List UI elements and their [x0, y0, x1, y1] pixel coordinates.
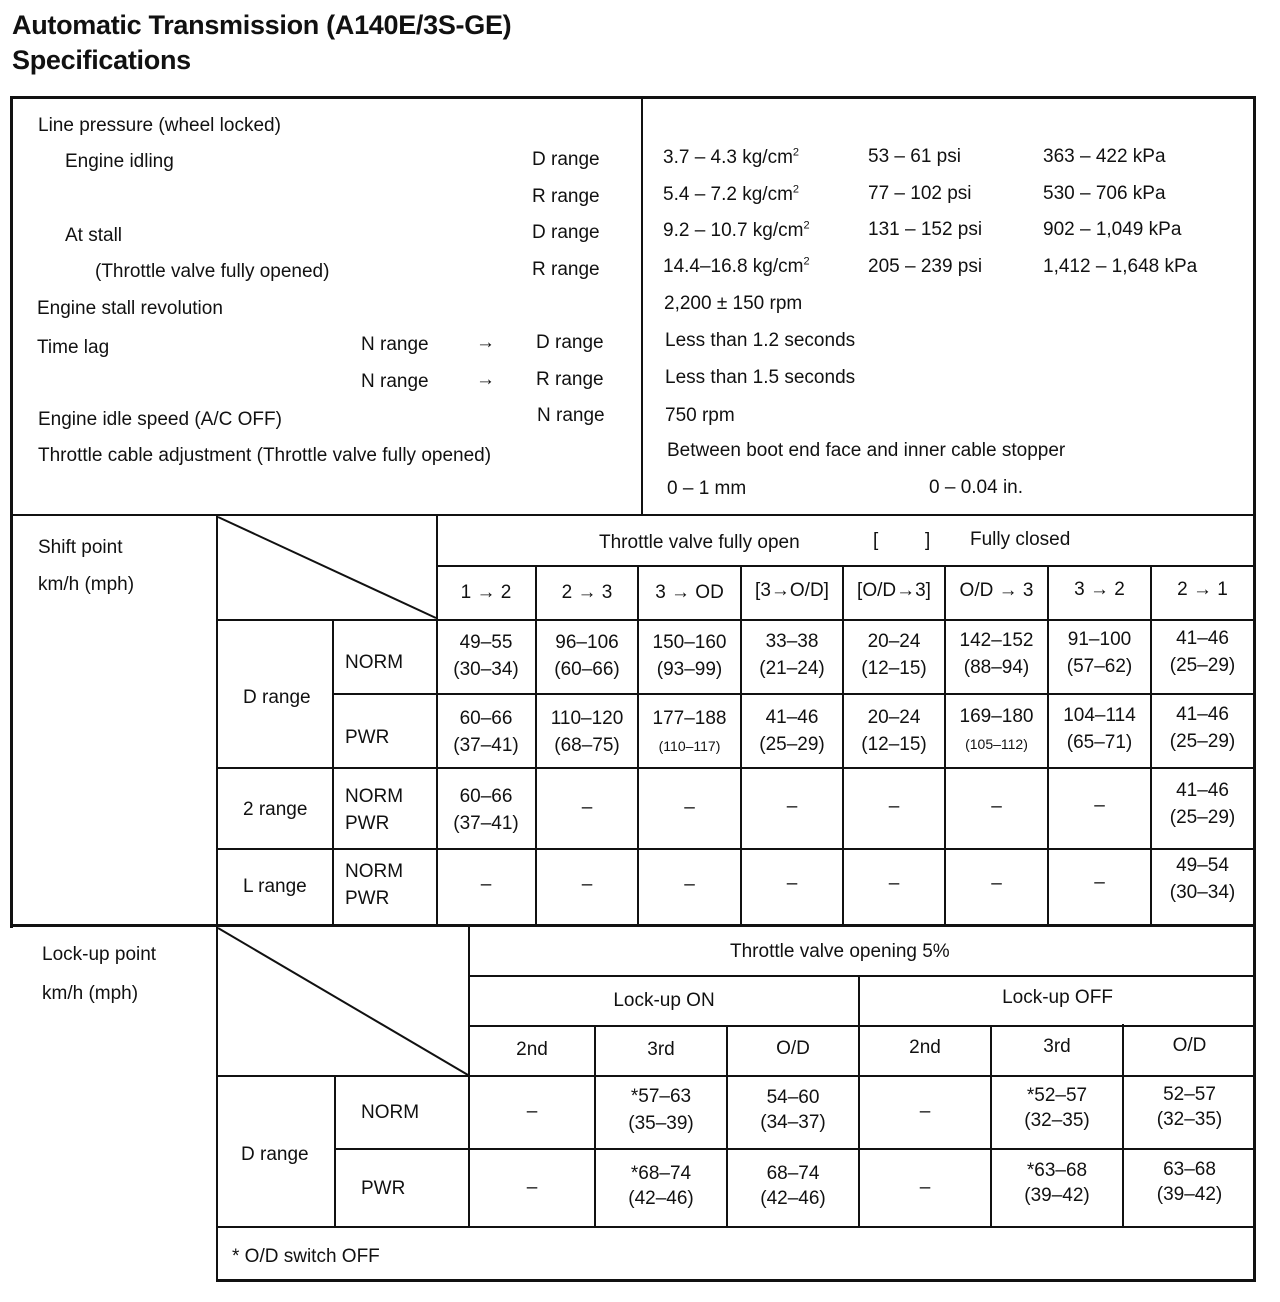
outer-border-top — [10, 96, 1256, 99]
shift-cell: (57–62) — [1066, 656, 1133, 677]
lp-range-1: D range — [532, 149, 600, 170]
lockup-header: Throttle valve opening 5% — [730, 941, 950, 962]
time-lag-r-value: Less than 1.5 seconds — [665, 367, 856, 388]
engine-idling-label: Engine idling — [65, 151, 174, 172]
shift-cell: 49–54 — [1176, 855, 1229, 876]
shift-cell: (88–94) — [963, 657, 1030, 678]
shift-cell: (25–29) — [759, 734, 825, 755]
lp-kg-2: 5.4 – 7.2 $kg/cm^2$ — [663, 183, 800, 205]
time-lag-d: D range — [536, 332, 604, 353]
shift-hline-header — [436, 565, 1255, 567]
page-subtitle: Specifications — [12, 45, 191, 75]
shift-cell: 60–66 — [459, 708, 513, 729]
shift-dash: – — [888, 873, 900, 894]
lockup-col-header: 2nd — [909, 1037, 941, 1058]
shift-cell: 60–66 — [459, 786, 513, 807]
shift-d-norm: NORM — [345, 652, 404, 673]
lp-range-3: D range — [532, 222, 600, 243]
lockup-cell: (35–39) — [628, 1113, 694, 1134]
lockup-col-header: 2nd — [516, 1039, 548, 1060]
shift-dash: – — [1094, 872, 1105, 893]
lp-psi-3: 131 – 152 psi — [868, 219, 983, 240]
shift-unit: km/h (mph) — [38, 574, 135, 595]
shift-dash: – — [786, 796, 798, 817]
lockup-dash: – — [526, 1177, 538, 1198]
lp-kg-4: 14.4–16.8 $kg/cm^2$ — [663, 255, 810, 277]
shift-hline-lrange — [216, 848, 1255, 850]
shift-cell: 96–106 — [555, 632, 619, 653]
time-lag-arrow-2: → — [476, 369, 495, 390]
shift-dash: – — [991, 796, 1002, 817]
lockup-off-header: Lock-up OFF — [1002, 987, 1113, 1008]
idle-label: Engine idle speed (A/C OFF) — [38, 409, 282, 430]
throttle-note: (Throttle valve fully opened) — [95, 261, 330, 282]
shift-col-header: 1 → 2 — [460, 582, 512, 603]
lockup-cell: *52–57 — [1026, 1085, 1088, 1106]
lockup-col-header: 3rd — [647, 1039, 675, 1060]
shift-dash: – — [684, 874, 695, 895]
shift-cell: (65–71) — [1066, 732, 1133, 753]
shift-cell: (30–34) — [1169, 882, 1236, 903]
shift-hline-norm — [332, 693, 1255, 695]
lp-range-4: R range — [532, 259, 600, 280]
shift-cell: 49–55 — [459, 632, 513, 653]
shift-cell: (12–15) — [861, 734, 927, 755]
time-lag-r: R range — [536, 369, 604, 390]
cable-in: 0 – 0.04 in. — [929, 477, 1024, 498]
lockup-unit: km/h (mph) — [42, 983, 139, 1004]
time-lag-n-1: N range — [361, 334, 429, 355]
shift-col-header: 2 → 1 — [1177, 579, 1228, 600]
shift-col-header: 3 → 2 — [1074, 579, 1125, 600]
lockup-diagonal — [216, 926, 470, 1077]
lockup-cell: (39–42) — [1024, 1185, 1090, 1206]
lockup-cell: 52–57 — [1163, 1084, 1216, 1105]
shift-cell: (37–41) — [453, 813, 519, 834]
cable-mm: 0 – 1 mm — [667, 478, 747, 499]
lockup-col-header: O/D — [1172, 1035, 1207, 1056]
shift-dash: – — [581, 874, 593, 895]
shift-cell: 91–100 — [1067, 629, 1132, 650]
lockup-hline-footnote — [216, 1226, 1255, 1228]
lockup-on-header: Lock-up ON — [613, 990, 715, 1011]
shift-cell: 41–46 — [1176, 704, 1229, 725]
time-lag-n-2: N range — [361, 371, 429, 392]
section-divider-1 — [10, 514, 1256, 516]
lockup-col-header: 3rd — [1043, 1036, 1071, 1057]
shift-cell: (37–41) — [453, 735, 519, 756]
lp-psi-1: 53 – 61 psi — [868, 146, 961, 167]
lp-psi-4: 205 – 239 psi — [868, 256, 983, 277]
lockup-hline-onoff — [468, 1025, 1255, 1027]
lp-kg-3: 9.2 – 10.7 $kg/cm^2$ — [663, 219, 810, 241]
shift-cell: (105–112) — [965, 736, 1028, 752]
lockup-cell: (32–35) — [1156, 1109, 1223, 1130]
shift-cell: 20–24 — [867, 707, 921, 728]
shift-bracket-open: [ — [873, 530, 879, 551]
shift-cell: 177–188 — [652, 708, 727, 729]
cable-label: Throttle cable adjustment (Throttle valve fully opened) — [38, 445, 492, 466]
shift-dash: – — [786, 873, 798, 894]
lockup-label: Lock-up point — [42, 944, 157, 965]
lp-kpa-3: 902 – 1,049 kPa — [1043, 219, 1182, 240]
shift-diagonal — [216, 515, 438, 621]
shift-cell: 150–160 — [652, 632, 727, 653]
lockup-dash: – — [526, 1101, 538, 1122]
shift-cell: (25–29) — [1169, 807, 1236, 828]
lockup-cell: *68–74 — [630, 1163, 692, 1184]
stall-label: Engine stall revolution — [37, 298, 223, 319]
shift-cell: 41–46 — [1176, 780, 1229, 801]
lp-kpa-1: 363 – 422 kPa — [1043, 146, 1166, 167]
at-stall-label: At stall — [65, 225, 123, 246]
shift-col-header: [O/D→3] — [857, 580, 931, 601]
line-pressure-label: Line pressure (wheel locked) — [38, 115, 281, 136]
lockup-hline-header — [468, 975, 1255, 977]
lockup-cell: (39–42) — [1156, 1184, 1223, 1205]
shift-col-header: 3 → OD — [655, 582, 724, 603]
lockup-vline-mode — [334, 1075, 336, 1228]
shift-hline-2range — [216, 767, 1255, 769]
shift-cell: 110–120 — [550, 708, 624, 729]
shift-cell: 41–46 — [765, 707, 819, 728]
lockup-dash: – — [919, 1177, 931, 1198]
outer-border-left — [10, 96, 13, 928]
page-title: Automatic Transmission (A140E/3S-GE) — [12, 10, 512, 40]
shift-cell: (93–99) — [656, 659, 723, 680]
lockup-norm: NORM — [361, 1102, 420, 1123]
shift-label: Shift point — [38, 537, 123, 558]
lockup-cell: *57–63 — [630, 1086, 692, 1107]
shift-l-range: L range — [243, 876, 307, 897]
shift-bracket-close: ] — [925, 530, 931, 551]
shift-dash: – — [480, 874, 492, 895]
lockup-cell: 54–60 — [766, 1087, 820, 1108]
lockup-col-header: O/D — [776, 1038, 810, 1059]
shift-cell: 20–24 — [867, 631, 921, 652]
lp-range-2: R range — [532, 186, 600, 207]
shift-2-norm: NORM — [345, 786, 404, 807]
lp-kpa-2: 530 – 706 kPa — [1043, 183, 1166, 204]
shift-vline-mode — [332, 619, 334, 925]
shift-cell: (25–29) — [1169, 731, 1236, 752]
lockup-cell: 68–74 — [766, 1163, 820, 1184]
shift-dash: – — [684, 797, 695, 818]
shift-cell: (68–75) — [554, 735, 620, 756]
shift-2-range: 2 range — [243, 799, 308, 820]
section-divider-2 — [10, 924, 1256, 927]
shift-dash: – — [581, 797, 593, 818]
lockup-cell: (32–35) — [1024, 1110, 1090, 1131]
shift-cell: 41–46 — [1176, 628, 1229, 649]
shift-dash: – — [888, 796, 900, 817]
lp-kpa-4: 1,412 – 1,648 kPa — [1043, 256, 1198, 277]
time-lag-arrow-1: → — [476, 332, 495, 353]
cable-desc: Between boot end face and inner cable stopper — [667, 440, 1066, 461]
lp-psi-2: 77 – 102 psi — [868, 183, 972, 204]
lockup-cell: (42–46) — [760, 1188, 826, 1209]
shift-cell: 33–38 — [765, 631, 819, 652]
shift-col-header: O/D → 3 — [959, 580, 1034, 601]
shift-cell: 169–180 — [959, 706, 1034, 727]
shift-cell: (12–15) — [861, 658, 927, 679]
lockup-cell: 63–68 — [1163, 1159, 1216, 1180]
shift-2-pwr: PWR — [345, 813, 390, 834]
shift-dash: – — [1094, 795, 1105, 816]
shift-col-header: [3→O/D] — [755, 580, 829, 601]
bottom-border — [217, 1279, 1256, 1282]
lp-kg-1: 3.7 – 4.3 $kg/cm^2$ — [663, 146, 800, 168]
shift-cell: (30–34) — [453, 659, 519, 680]
lockup-hline-norm — [334, 1148, 1255, 1150]
shift-col-header: 2 → 3 — [561, 582, 613, 603]
idle-value: 750 rpm — [665, 405, 735, 426]
stall-value: 2,200 ± 150 rpm — [664, 293, 803, 314]
shift-cell: 142–152 — [959, 630, 1034, 651]
general-divider — [641, 96, 643, 516]
shift-d-pwr: PWR — [345, 727, 390, 748]
lockup-d-range: D range — [241, 1144, 309, 1165]
shift-cell: (60–66) — [554, 659, 620, 680]
shift-cell: (25–29) — [1169, 655, 1236, 676]
shift-l-norm: NORM — [345, 861, 404, 882]
idle-range: N range — [537, 405, 605, 426]
lockup-cell: *63–68 — [1026, 1160, 1088, 1181]
shift-l-pwr: PWR — [345, 888, 390, 909]
lockup-cell: (34–37) — [760, 1112, 826, 1133]
shift-cell: (110–117) — [658, 738, 721, 754]
time-lag-d-value: Less than 1.2 seconds — [665, 330, 856, 351]
shift-header-closed: Fully closed — [970, 529, 1071, 550]
shift-header: Throttle valve fully open — [599, 532, 800, 553]
shift-d-range: D range — [243, 687, 311, 708]
lockup-cell: (42–46) — [628, 1188, 694, 1209]
time-lag-label: Time lag — [37, 337, 110, 358]
lockup-pwr: PWR — [361, 1178, 406, 1199]
shift-dash: – — [991, 873, 1002, 894]
shift-cell: (21–24) — [759, 658, 825, 679]
shift-cell: 104–114 — [1063, 705, 1136, 726]
footnote: * O/D switch OFF — [232, 1246, 380, 1267]
lockup-dash: – — [919, 1101, 931, 1122]
